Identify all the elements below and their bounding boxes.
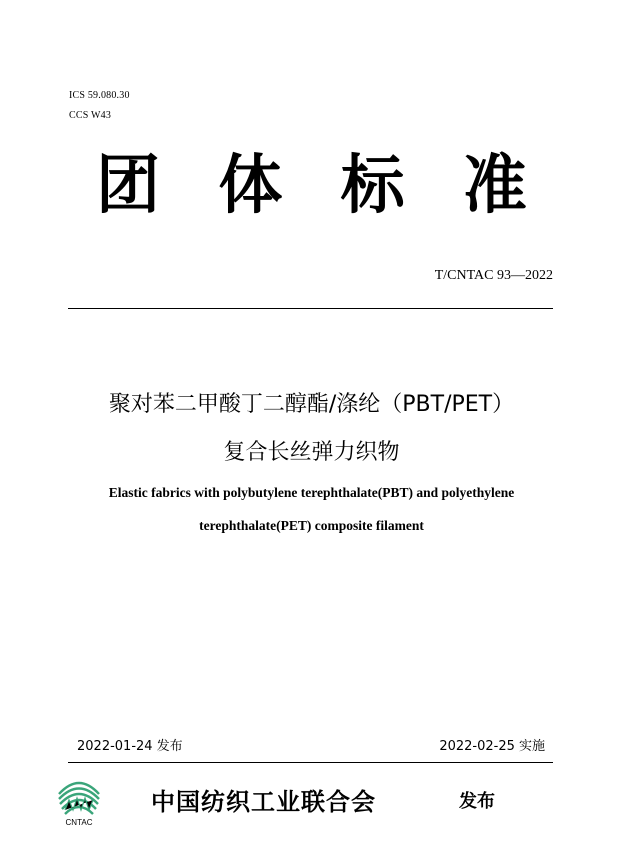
english-title-line-2: terephthalate(PET) composite filament xyxy=(199,518,424,533)
bottom-divider xyxy=(68,762,553,763)
ics-code: ICS 59.080.30 xyxy=(69,90,130,101)
logo-caption: CNTAC xyxy=(65,818,93,827)
issuing-organization: 中国纺织工业联合会 xyxy=(151,788,376,816)
ccs-code: CCS W43 xyxy=(69,110,112,121)
chinese-title-line-1: 聚对苯二甲酸丁二醇酯/涤纶（PBT/PET） xyxy=(108,392,515,417)
top-divider xyxy=(68,308,553,309)
english-title-line-1: Elastic fabrics with polybutylene terephthalate(PBT) and polyethylene xyxy=(108,485,515,500)
chinese-title-line-2: 复合长丝弹力织物 xyxy=(223,440,400,465)
cntac-logo xyxy=(55,770,103,826)
publish-label: 发布 xyxy=(459,791,495,812)
standard-number: T/CNTAC 93—2022 xyxy=(434,268,553,283)
implementation-date: 2022-02-25 实施 xyxy=(439,739,545,754)
document-type-heading: 团 体 标 准 xyxy=(96,148,545,223)
issue-date: 2022-01-24 发布 xyxy=(77,739,183,754)
